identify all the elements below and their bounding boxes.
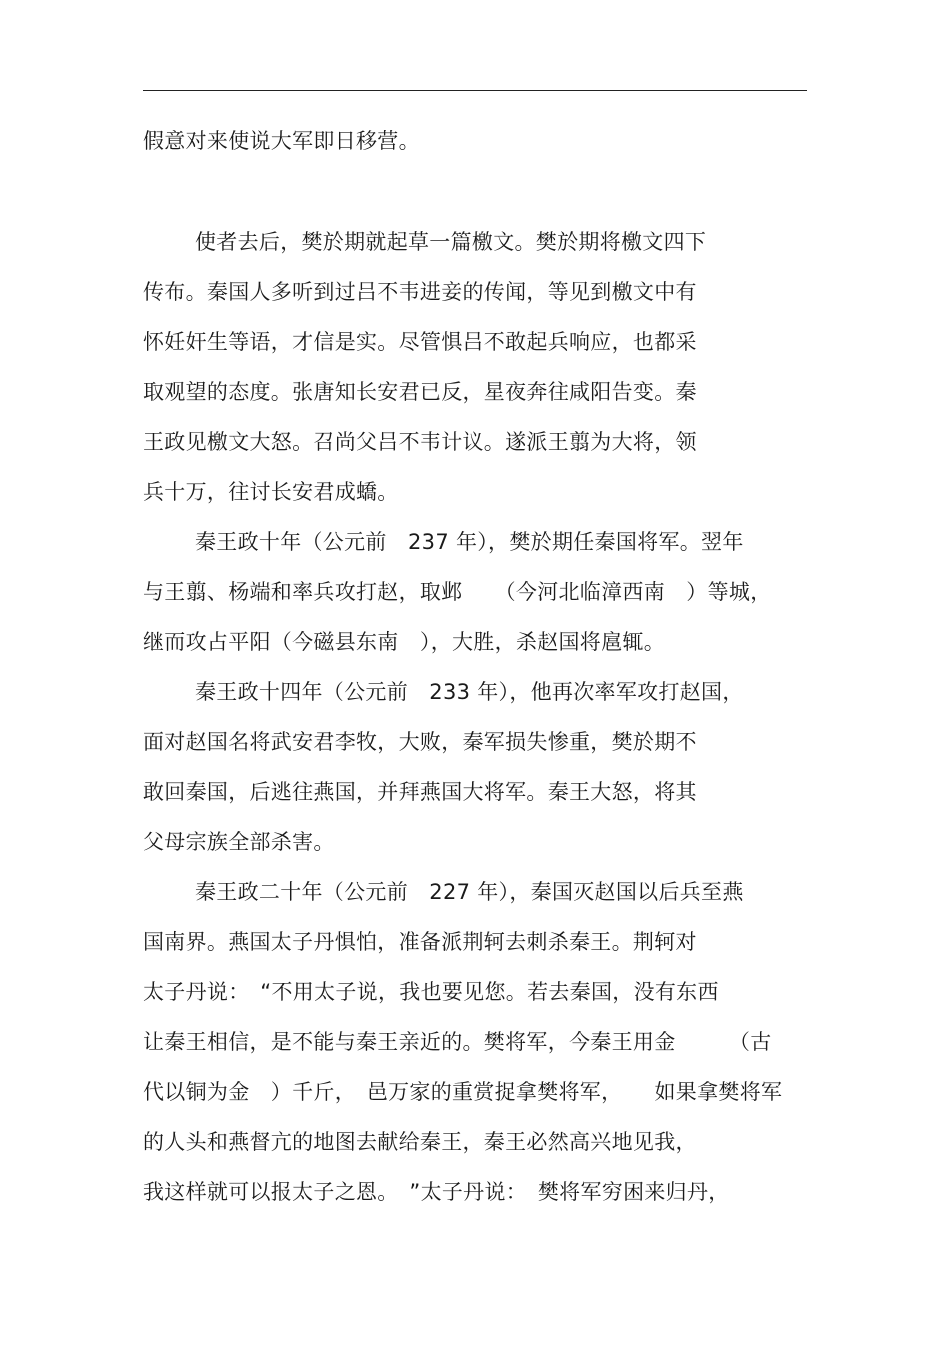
text-line-8: 秦王政十年（公元前 237 年），樊於期任秦国将军。翌年 [195, 530, 744, 554]
text-line-14: 父母宗族全部杀害。 [143, 830, 335, 854]
text-line-6: 王政见檄文大怒。召尚父吕不韦计议。遂派王翦为大将，领 [143, 430, 697, 454]
text-line-12: 面对赵国名将武安君李牧，大败，秦军损失惨重，樊於期不 [143, 730, 697, 754]
text-line-2: 使者去后，樊於期就起草一篇檄文。樊於期将檄文四下 [195, 230, 707, 254]
text-line-19: 代以铜为金 ）千斤， 邑万家的重赏捉拿樊将军， 如果拿樊将军 [143, 1080, 783, 1104]
text-line-4: 怀妊奸生等语，才信是实。尽管惧吕不敢起兵响应，也都采 [143, 330, 697, 354]
header-rule [143, 90, 807, 91]
text-line-5: 取观望的态度。张唐知长安君已反，星夜奔往咸阳告变。秦 [143, 380, 697, 404]
text-line-13: 敢回秦国，后逃往燕国，并拜燕国大将军。秦王大怒，将其 [143, 780, 697, 804]
text-line-21: 我这样就可以报太子之恩。 ”太子丹说： 樊将军穷困来归丹， [143, 1180, 730, 1204]
text-line-1: 假意对来使说大军即日移营。 [143, 129, 420, 153]
text-line-20: 的人头和燕督亢的地图去献给秦王，秦王必然高兴地见我， [143, 1130, 697, 1154]
text-line-17: 太子丹说： “不用太子说，我也要见您。若去秦国，没有东西 [143, 980, 719, 1004]
text-line-3: 传布。秦国人多听到过吕不韦进妾的传闻，等见到檄文中有 [143, 280, 697, 304]
text-line-15: 秦王政二十年（公元前 227 年），秦国灭赵国以后兵至燕 [195, 880, 744, 904]
text-line-9: 与王翦、杨端和率兵攻打赵，取邺 （今河北临漳西南 ）等城， [143, 580, 772, 604]
text-line-7: 兵十万，往讨长安君成蟜。 [143, 480, 399, 504]
text-line-11: 秦王政十四年（公元前 233 年），他再次率军攻打赵国， [195, 680, 744, 704]
text-line-16: 国南界。燕国太子丹惧怕，准备派荆轲去刺杀秦王。荆轲对 [143, 930, 697, 954]
text-line-10: 继而攻占平阳（今磁县东南 ），大胜，杀赵国将扈辄。 [143, 630, 665, 654]
text-line-18: 让秦王相信，是不能与秦王亲近的。樊将军，今秦王用金 （古 [143, 1030, 772, 1054]
